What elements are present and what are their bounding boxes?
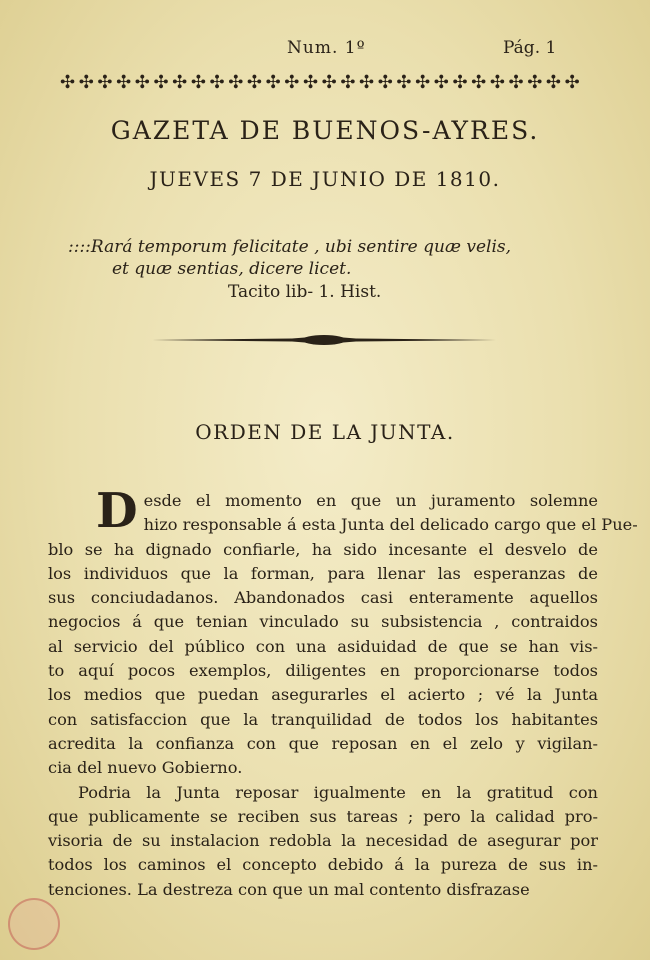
drop-cap: D	[96, 483, 138, 539]
text-line: to aquí pocos exemplos, diligentes en proporcionarse todos	[48, 661, 598, 681]
issue-date: JUEVES 7 DE JUNIO DE 1810.	[149, 167, 501, 191]
text-line: visoria de su instalacion redobla la necesidad de asegurar por	[48, 831, 598, 851]
section-heading: ORDEN DE LA JUNTA.	[195, 420, 455, 444]
epigraph-source: Tacito lib- 1. Hist.	[228, 282, 382, 302]
ornament-glyph-icon: ✣	[116, 72, 132, 93]
text-line: con satisfaccion que la tranquilidad de todos los habitantes	[48, 709, 598, 729]
text-line: esde el momento en que un juramento solemne	[143, 491, 598, 510]
ornament-glyph-icon: ✣	[489, 72, 505, 93]
text-line: los individuos que la forman, para llenar las esperanzas de	[48, 563, 598, 583]
ornament-glyph-icon: ✣	[471, 72, 487, 93]
ornament-glyph-icon: ✣	[564, 72, 580, 93]
text-line: todos los caminos el concepto debido á la pureza de sus in-	[48, 855, 598, 875]
text-line: los medios que puedan asegurarles el acierto ; vé la Junta	[48, 685, 598, 705]
ornament-glyph-icon: ✣	[78, 72, 94, 93]
ornament-glyph-icon: ✣	[508, 72, 524, 93]
ornament-glyph-icon: ✣	[321, 72, 337, 93]
ornament-border	[60, 72, 580, 96]
ornament-glyph-icon: ✣	[172, 72, 188, 93]
epigraph	[68, 236, 568, 280]
text-line: hizo responsable á esta Junta del delicado cargo que el Pue-	[143, 515, 638, 535]
ornament-glyph-icon: ✣	[97, 72, 113, 93]
ornament-glyph-icon: ✣	[190, 72, 206, 93]
ornament-glyph-icon: ✣	[396, 72, 412, 93]
text-line: acredita la confianza con que reposan en el zelo y vigilan-	[48, 733, 598, 753]
ornament-glyph-icon: ✣	[284, 72, 300, 93]
ornament-glyph-icon: ✣	[359, 72, 375, 93]
text-line: sus conciudadanos. Abandonados casi enteramente aquellos	[48, 588, 598, 608]
text-line: al servicio del público con una asiduidad de que se han vis-	[48, 636, 598, 656]
article-body	[48, 483, 638, 902]
text-line: que publicamente se reciben sus tareas ; pero la calidad pro-	[48, 806, 598, 826]
ornament-glyph-icon: ✣	[452, 72, 468, 93]
ornament-glyph-icon: ✣	[246, 72, 262, 93]
decorative-rule	[152, 332, 496, 346]
text-line: Podria la Junta reposar igualmente en la gratitud con	[78, 782, 598, 802]
issue-number: Num. 1º	[287, 38, 366, 58]
page-header	[0, 38, 650, 60]
ornament-glyph-icon: ✣	[377, 72, 393, 93]
ornament-glyph-icon: ✣	[265, 72, 281, 93]
ornament-glyph-icon: ✣	[153, 72, 169, 93]
ornament-glyph-icon: ✣	[302, 72, 319, 93]
ornament-glyph-icon: ✣	[433, 72, 449, 93]
text-line: cia del nuevo Gobierno.	[48, 758, 243, 778]
ornament-glyph-icon: ✣	[340, 72, 356, 93]
article-lines	[48, 483, 638, 902]
rule-ornament-icon	[152, 333, 496, 347]
ornament-glyph-icon: ✣	[60, 72, 76, 93]
ornament-glyph-icon: ✣	[209, 72, 225, 93]
text-line: blo se ha dignado confiarle, ha sido incesante el desvelo de	[48, 539, 598, 559]
ornament-glyph-icon: ✣	[545, 72, 561, 93]
ornament-glyph-icon: ✣	[415, 72, 431, 93]
ornament-glyph-icon: ✣	[527, 72, 543, 93]
text-line: negocios á que tenian vinculado su subsistencia , contraidos	[48, 612, 598, 632]
text-line: tenciones. La destreza con que un mal contento disfrazase	[48, 879, 530, 899]
library-stamp-icon	[8, 898, 60, 950]
page-number: Pág. 1	[503, 38, 557, 58]
epigraph-line-1: ::::Rará temporum felicitate , ubi sentire quæ velis,	[68, 237, 512, 257]
epigraph-line-2: et quæ sentias, dicere licet.	[112, 259, 352, 279]
newspaper-title: GAZETA DE BUENOS-AYRES.	[110, 116, 540, 145]
ornament-glyph-icon: ✣	[134, 72, 150, 93]
ornament-glyph-icon: ✣	[228, 72, 244, 93]
